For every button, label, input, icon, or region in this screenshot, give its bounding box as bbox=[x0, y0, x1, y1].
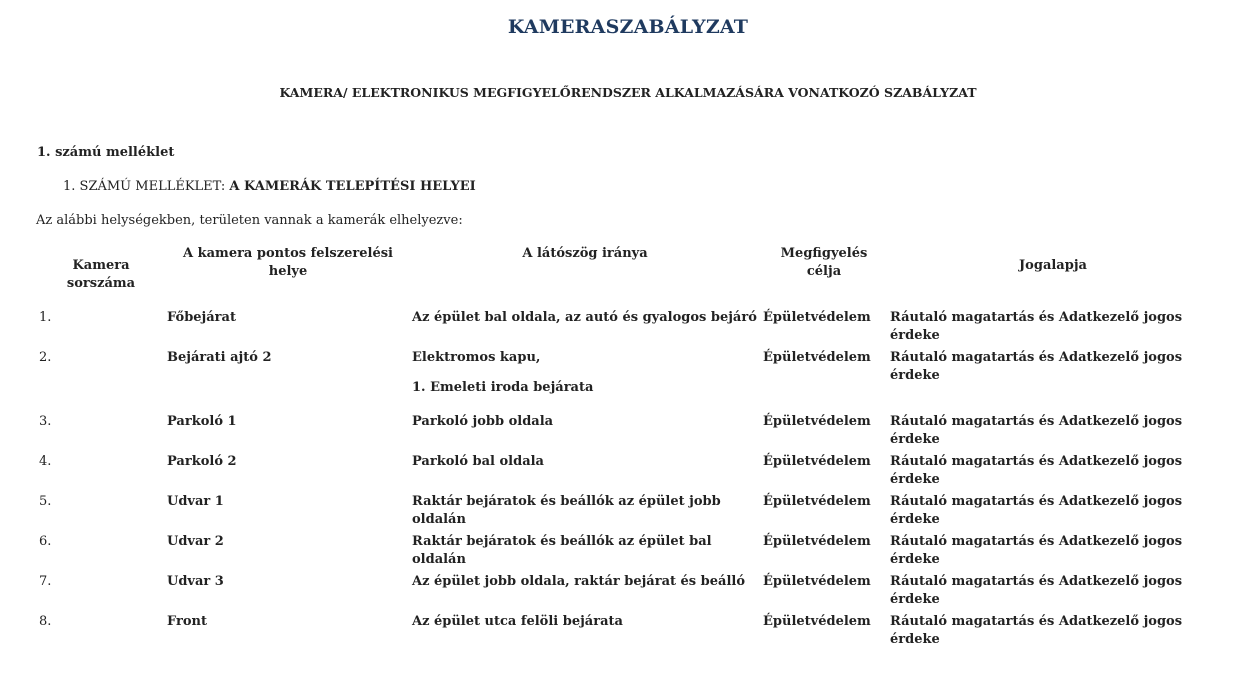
camera-location bbox=[167, 413, 397, 431]
view-direction bbox=[412, 309, 757, 327]
camera-location bbox=[167, 493, 397, 511]
header-legal-basis bbox=[960, 257, 1146, 275]
view-direction-text: Raktár bejáratok és beállók az épület jobb oldalán bbox=[412, 494, 721, 527]
monitoring-purpose-text: Épületvédelem bbox=[763, 494, 871, 509]
monitoring-purpose-text: Épületvédelem bbox=[763, 614, 871, 629]
legal-basis bbox=[890, 613, 1190, 649]
legal-basis bbox=[890, 493, 1190, 529]
camera-number-text: 8. bbox=[39, 614, 52, 629]
camera-number-text: 6. bbox=[39, 534, 52, 549]
view-direction-text: Raktár bejáratok és beállók az épület bal oldalán bbox=[412, 534, 712, 567]
legal-basis bbox=[890, 309, 1190, 345]
camera-number-text: 2. bbox=[39, 350, 52, 365]
camera-number bbox=[39, 413, 51, 431]
legal-basis bbox=[890, 453, 1190, 489]
camera-number bbox=[39, 309, 51, 327]
camera-number bbox=[39, 453, 51, 471]
header-text: sorszáma bbox=[66, 276, 136, 291]
camera-location bbox=[167, 349, 397, 367]
header-location bbox=[170, 245, 406, 281]
camera-location-text: Front bbox=[167, 614, 207, 629]
legal-basis bbox=[890, 349, 1190, 385]
camera-number-text: 7. bbox=[39, 574, 52, 589]
view-direction-text: Az épület utca felöli bejárata bbox=[412, 614, 623, 629]
intro-text: Az alábbi helységekben, területen vannak a kamerák elhelyezve: bbox=[36, 213, 463, 228]
view-direction-text: Az épület bal oldala, az autó és gyalogos bejáró bbox=[412, 310, 757, 325]
view-direction bbox=[412, 349, 757, 397]
camera-number bbox=[39, 573, 51, 591]
camera-number bbox=[39, 349, 51, 367]
legal-basis-text: Ráutaló magatartás és Adatkezelő jogos érdeke bbox=[890, 494, 1183, 527]
view-direction bbox=[412, 613, 757, 631]
camera-location-text: Udvar 1 bbox=[167, 494, 224, 509]
view-direction bbox=[412, 413, 757, 431]
camera-number-text: 1. bbox=[39, 310, 52, 325]
header-text: A kamera pontos felszerelési bbox=[183, 246, 393, 261]
view-direction-extra: 1. Emeleti iroda bejárata bbox=[412, 380, 594, 395]
camera-number bbox=[39, 613, 51, 631]
legal-basis-text: Ráutaló magatartás és Adatkezelő jogos érdeke bbox=[890, 534, 1183, 567]
monitoring-purpose bbox=[763, 453, 888, 471]
view-direction-text: Elektromos kapu, bbox=[412, 350, 541, 365]
header-text: célja bbox=[806, 264, 842, 279]
header-text: Jogalapja bbox=[1019, 258, 1087, 273]
camera-location bbox=[167, 613, 397, 631]
legal-basis-text: Ráutaló magatartás és Adatkezelő jogos érdeke bbox=[890, 614, 1183, 647]
monitoring-purpose-text: Épületvédelem bbox=[763, 574, 871, 589]
monitoring-purpose bbox=[763, 349, 888, 367]
camera-location bbox=[167, 309, 397, 327]
legal-basis-text: Ráutaló magatartás és Adatkezelő jogos érdeke bbox=[890, 454, 1183, 487]
legal-basis-text: Ráutaló magatartás és Adatkezelő jogos érdeke bbox=[890, 310, 1183, 343]
camera-location bbox=[167, 453, 397, 471]
legal-basis bbox=[890, 573, 1190, 609]
view-direction-text: Parkoló jobb oldala bbox=[412, 414, 554, 429]
header-view-direction bbox=[440, 245, 730, 263]
monitoring-purpose bbox=[763, 309, 888, 327]
document-title: KAMERASZABÁLYZAT bbox=[507, 16, 749, 38]
monitoring-purpose bbox=[763, 573, 888, 591]
camera-location bbox=[167, 533, 397, 551]
monitoring-purpose bbox=[763, 533, 888, 551]
header-text: Megfigyelés bbox=[780, 246, 868, 261]
annex-subheading bbox=[63, 179, 476, 194]
monitoring-purpose-text: Épületvédelem bbox=[763, 350, 871, 365]
legal-basis-text: Ráutaló magatartás és Adatkezelő jogos érdeke bbox=[890, 350, 1183, 383]
view-direction-text: Parkoló bal oldala bbox=[412, 454, 544, 469]
camera-number-text: 5. bbox=[39, 494, 52, 509]
document-subtitle: KAMERA/ ELEKTRONIKUS MEGFIGYELŐRENDSZER ALKALMAZÁSÁRA VONATKOZÓ SZABÁLYZAT bbox=[279, 85, 977, 100]
monitoring-purpose-text: Épületvédelem bbox=[763, 414, 871, 429]
monitoring-purpose-text: Épületvédelem bbox=[763, 310, 871, 325]
monitoring-purpose-text: Épületvédelem bbox=[763, 534, 871, 549]
camera-location-text: Parkoló 1 bbox=[167, 414, 237, 429]
annex-subheading-prefix: 1. SZÁMÚ MELLÉKLET: bbox=[63, 179, 226, 194]
header-text: helye bbox=[268, 264, 308, 279]
camera-location-text: Parkoló 2 bbox=[167, 454, 237, 469]
header-camera-number bbox=[56, 257, 146, 293]
header-purpose bbox=[768, 245, 880, 281]
monitoring-purpose-text: Épületvédelem bbox=[763, 454, 871, 469]
annex-subheading-title: A KAMERÁK TELEPÍTÉSI HELYEI bbox=[229, 179, 476, 194]
camera-location-text: Udvar 2 bbox=[167, 534, 224, 549]
monitoring-purpose bbox=[763, 413, 888, 431]
monitoring-purpose bbox=[763, 613, 888, 631]
camera-number-text: 4. bbox=[39, 454, 52, 469]
annex-heading: 1. számú melléklet bbox=[37, 145, 175, 160]
camera-number-text: 3. bbox=[39, 414, 52, 429]
header-text: Kamera bbox=[72, 258, 130, 273]
camera-number bbox=[39, 493, 51, 511]
view-direction bbox=[412, 533, 757, 569]
legal-basis-text: Ráutaló magatartás és Adatkezelő jogos érdeke bbox=[890, 574, 1183, 607]
view-direction-text: Az épület jobb oldala, raktár bejárat és beálló bbox=[412, 574, 745, 589]
monitoring-purpose bbox=[763, 493, 888, 511]
legal-basis bbox=[890, 533, 1190, 569]
legal-basis-text: Ráutaló magatartás és Adatkezelő jogos érdeke bbox=[890, 414, 1183, 447]
header-text: A látószög iránya bbox=[522, 246, 648, 261]
camera-location-text: Bejárati ajtó 2 bbox=[167, 350, 272, 365]
view-direction bbox=[412, 573, 757, 591]
camera-location-text: Udvar 3 bbox=[167, 574, 224, 589]
legal-basis bbox=[890, 413, 1190, 449]
camera-location bbox=[167, 573, 397, 591]
camera-number bbox=[39, 533, 51, 551]
view-direction bbox=[412, 493, 757, 529]
camera-location-text: Főbejárat bbox=[167, 310, 236, 325]
view-direction bbox=[412, 453, 757, 471]
